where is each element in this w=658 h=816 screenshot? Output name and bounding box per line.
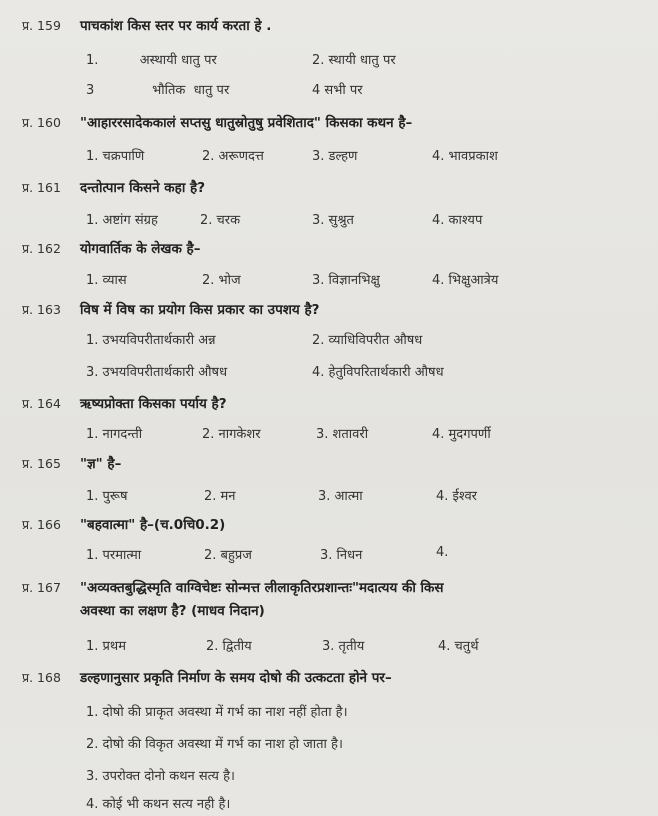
option-164-4: 4. मुदगपर्णी [432,427,491,442]
option-167-3: 3. तृतीय [322,639,365,654]
option-168-1: 1. दोषो की प्राकृत अवस्था में गर्भ का नाश नहीं होता है। [86,705,348,720]
option-166-2: 2. बहुप्रज [204,548,252,563]
option-166-3: 3. निधन [320,548,363,563]
question-text: "बहवात्मा" है–(च.0चि0.2) [80,517,226,533]
option-162-1: 1. व्यास [86,273,127,288]
question-number: प्र. 168 [22,670,61,685]
option-166-4: 4. [436,545,449,560]
question-number: प्र. 167 [22,580,61,595]
option-164-2: 2. नागकेशर [202,427,261,442]
question-167 [22,578,444,596]
option-161-4: 4. काश्यप [432,213,483,228]
question-text: दन्तोत्पान किसने कहा है? [80,180,206,196]
question-text: ऋष्यप्रोक्ता किसका पर्याय है? [80,396,227,412]
question-162 [22,239,200,257]
option-166-1: 1. परमात्मा [86,548,142,563]
option-165-3: 3. आत्मा [318,489,363,504]
option-163-1: 1. उभयविपरीतार्थकारी अन्न [86,333,216,348]
option-165-1: 1. पुरूष [86,489,128,504]
option-161-1: 1. अष्टांग संग्रह [86,213,158,228]
option-162-4: 4. भिक्षुआत्रेय [432,273,499,288]
option-160-4: 4. भावप्रकाश [432,149,498,164]
question-number: प्र. 159 [22,18,61,33]
option-159-4: 4 सभी पर [312,83,363,98]
question-number: प्र. 161 [22,180,61,195]
option-163-3: 3. उभयविपरीतार्थकारी औषध [86,365,228,380]
option-168-2: 2. दोषो की विकृत अवस्था में गर्भ का नाश हो जाता है। [86,737,343,752]
option-164-3: 3. शतावरी [316,427,369,442]
option-159-3: 3 भौतिक धातु पर [86,83,230,98]
option-159-1: 1. अस्थायी धातु पर [86,53,217,68]
question-161 [22,178,205,196]
option-161-3: 3. सुश्रुत [312,213,354,228]
question-168 [22,668,392,686]
question-163 [22,300,319,318]
question-text: "आहाररसादेककालं सप्तसु धातुस्रोतुषु प्रवेशिताद" किसका कथन है– [80,115,413,131]
question-166 [22,515,225,533]
option-161-2: 2. चरक [200,213,241,228]
question-number: प्र. 164 [22,396,61,411]
option-165-4: 4. ईश्वर [436,489,477,504]
option-162-2: 2. भोज [202,273,241,288]
question-165 [22,454,121,472]
option-160-1: 1. चक्रपाणि [86,149,145,164]
question-number: प्र. 166 [22,517,61,532]
question-number: प्र. 165 [22,456,61,471]
question-number: प्र. 160 [22,115,61,130]
question-text-line1: "अव्यक्तबुद्धिस्मृति वाग्विचेष्टः सोन्मत्त लीलाकृतिरप्रशान्तः"मदात्यय की किस [80,580,444,596]
option-168-3: 3. उपरोक्त दोनो कथन सत्य है। [86,769,235,784]
option-164-1: 1. नागदन्ती [86,427,143,442]
question-text: योगवार्तिक के लेखक है– [80,241,201,257]
option-168-4: 4. कोई भी कथन सत्य नही है। [86,797,231,812]
option-162-3: 3. विज्ञानभिक्षु [312,273,380,288]
option-163-2: 2. व्याधिविपरीत औषध [312,333,423,348]
option-160-2: 2. अरूणदत्त [202,149,264,164]
question-text: डल्हणानुसार प्रकृति निर्माण के समय दोषो की उत्कटता होने पर– [80,670,392,686]
question-160 [22,113,412,131]
option-159-2: 2. स्थायी धातु पर [312,53,396,68]
option-167-4: 4. चतुर्थ [438,639,479,654]
option-160-3: 3. डल्हण [312,149,358,164]
option-165-2: 2. मन [204,489,236,504]
question-text: "ज्ञ" है– [80,456,122,472]
question-number: प्र. 162 [22,241,61,256]
option-167-1: 1. प्रथम [86,639,127,654]
question-159 [22,16,271,34]
question-text: विष में विष का प्रयोग किस प्रकार का उपशय है? [80,302,320,318]
option-167-2: 2. द्वितीय [206,639,252,654]
question-164 [22,394,227,412]
option-163-4: 4. हेतुविपरितार्थकारी औषध [312,365,444,380]
question-text: पाचकांश किस स्तर पर कार्य करता हे . [80,18,272,34]
question-number: प्र. 163 [22,302,61,317]
question-167-text-line2: अवस्था का लक्षण है? (माधव निदान) [80,603,265,619]
